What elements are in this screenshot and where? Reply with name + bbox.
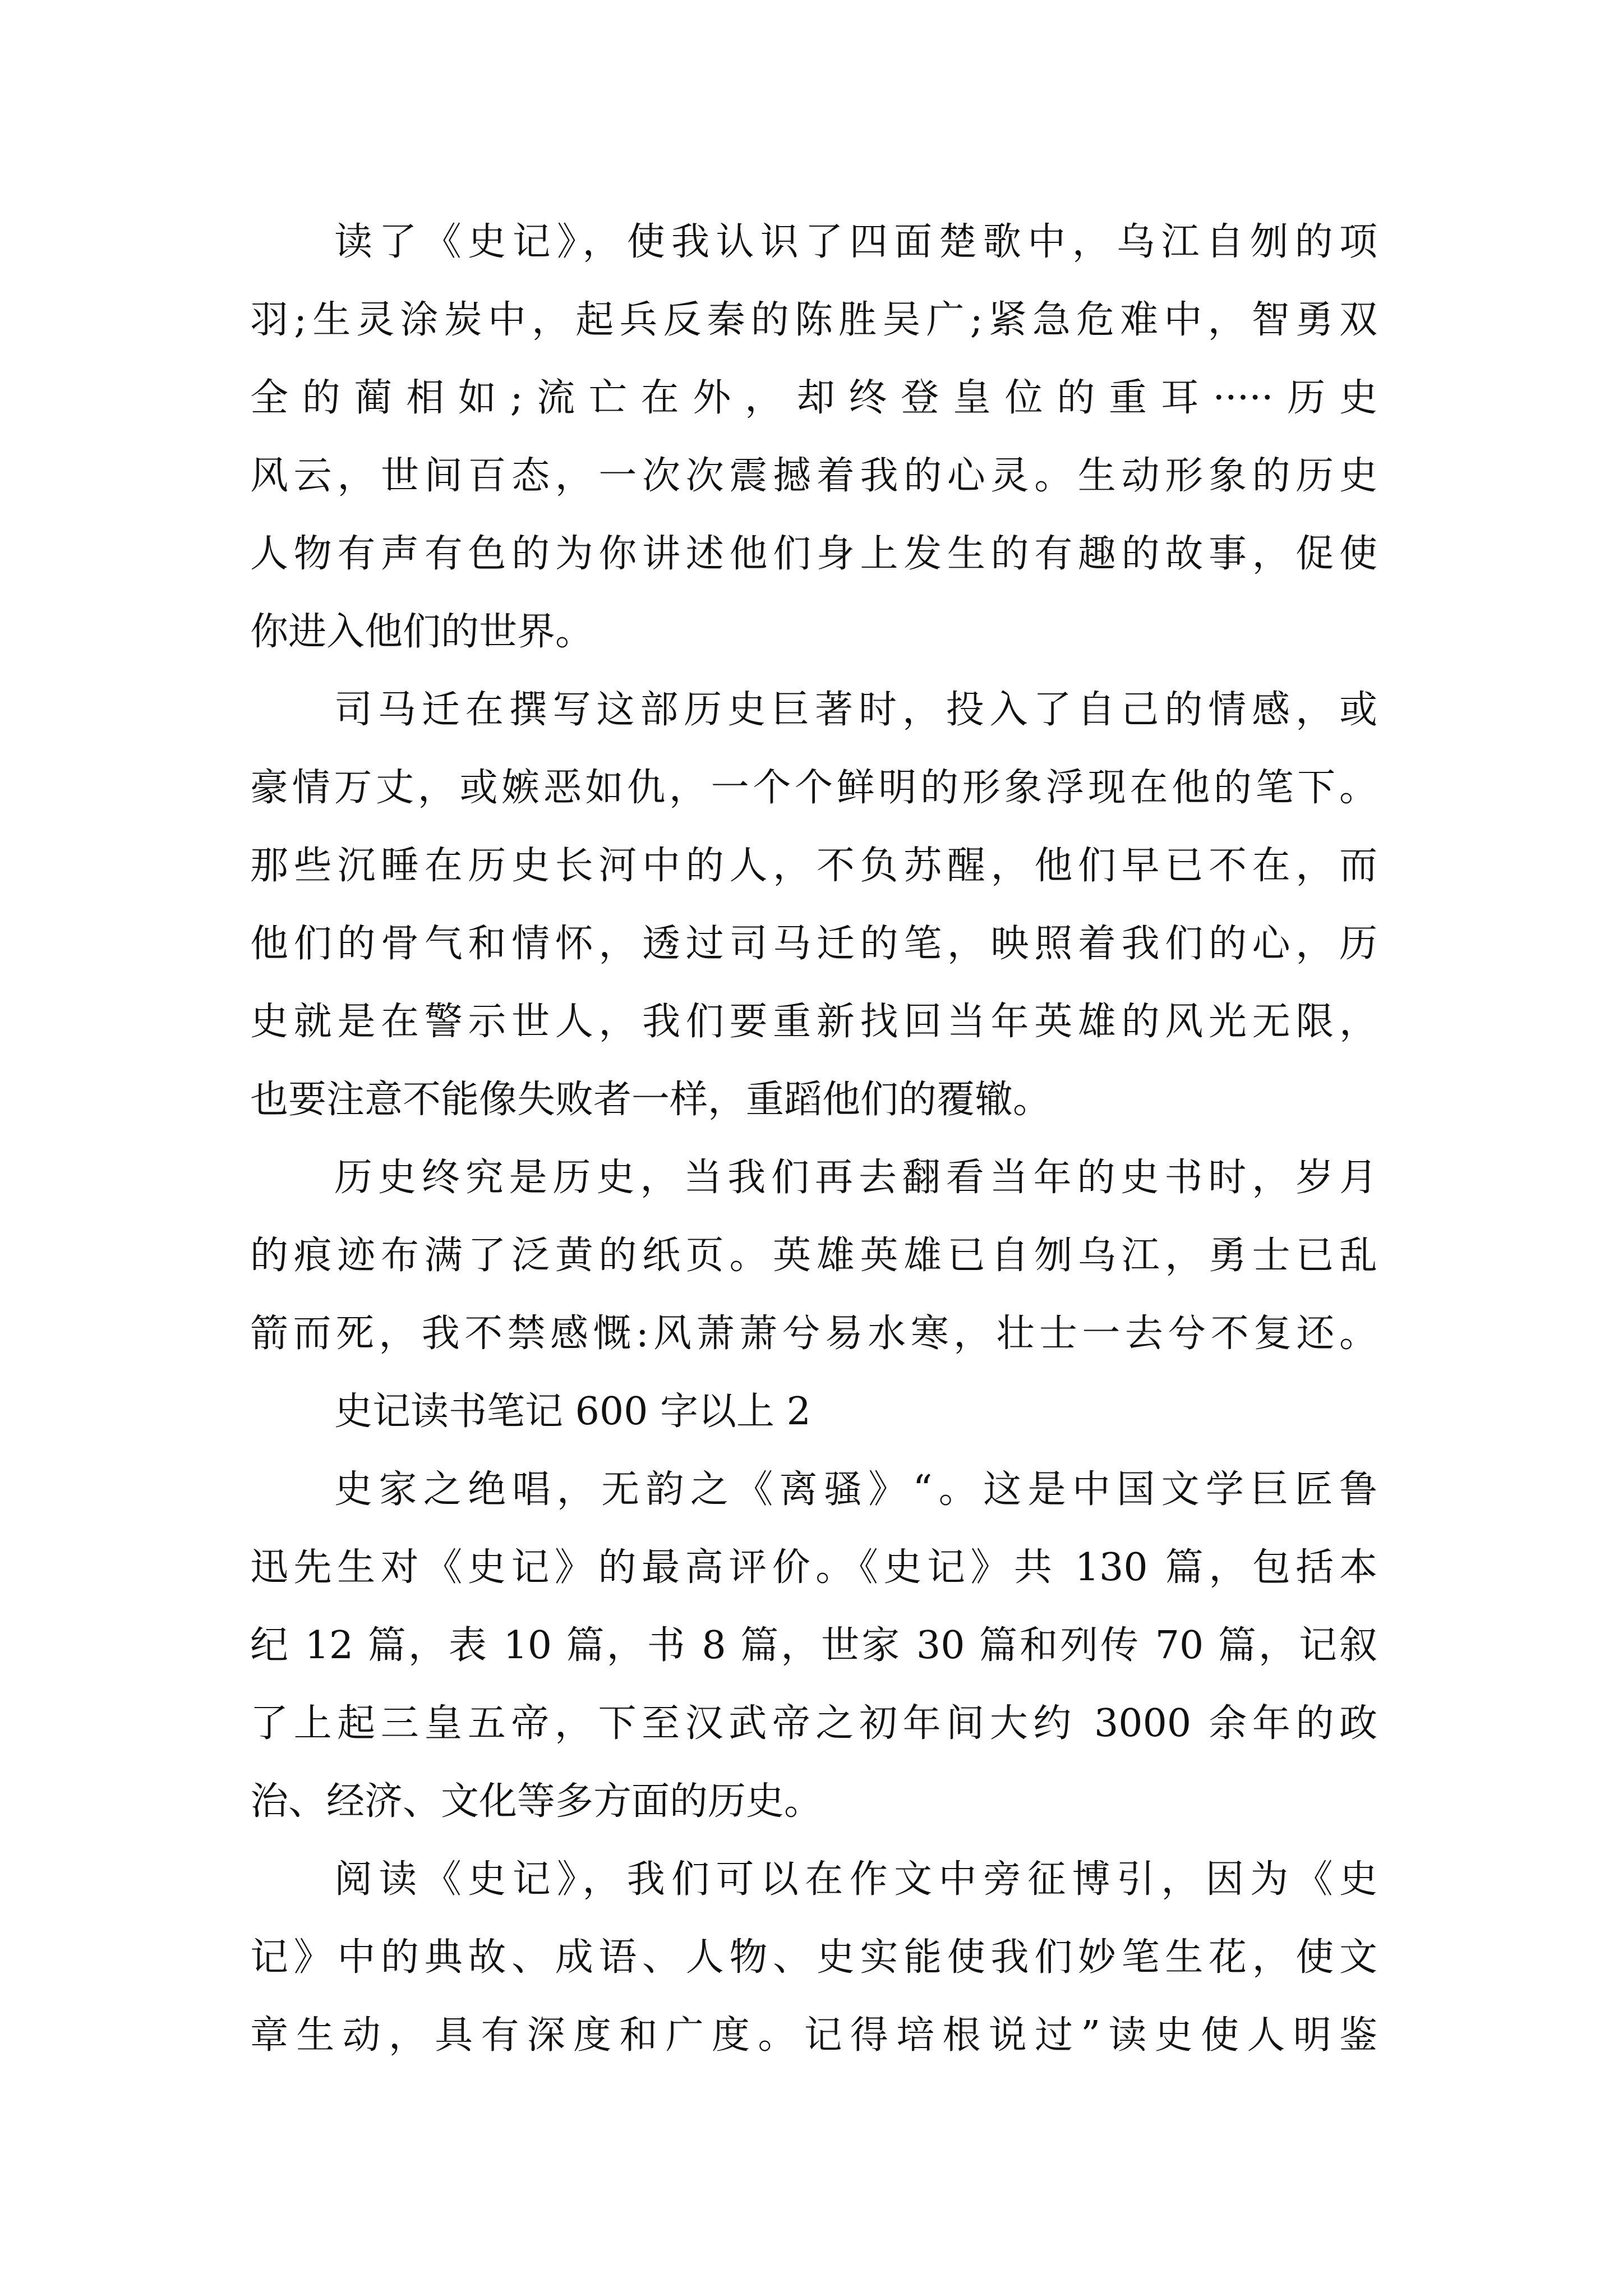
text-line: 他们的骨气和情怀，透过司马迁的笔，映照着我们的心，历 (250, 922, 1377, 966)
text-line: 羽;生灵涂炭中，起兵反秦的陈胜吴广;紧急危难中，智勇双 (250, 298, 1377, 342)
text-line: 豪情万丈，或嫉恶如仇，一个个鲜明的形象浮现在他的笔下。 (250, 766, 1377, 810)
text-line: 箭而死，我不禁感慨:风萧萧兮易水寒，壮士一去兮不复还。 (250, 1312, 1377, 1356)
text-line: 人物有声有色的为你讲述他们身上发生的有趣的故事，促使 (250, 532, 1377, 576)
document-body (250, 203, 1377, 2074)
text-line: 全的蔺相如;流亡在外，却终登皇位的重耳·····历史 (250, 376, 1377, 420)
text-line: 治、经济、文化等多方面的历史。 (250, 1779, 823, 1824)
text-line: 章生动，具有深度和广度。记得培根说过”读史使人明鉴 (250, 2013, 1377, 2058)
text-line: 读了《史记》，使我认识了四面楚歌中，乌江自刎的项 (334, 220, 1377, 264)
text-line: 司马迁在撰写这部历史巨著时，投入了自己的情感，或 (334, 688, 1377, 732)
text-line: 史家之绝唱，无韵之《离骚》“。这是中国文学巨匠鲁 (334, 1467, 1377, 1512)
text-line: 也要注意不能像失败者一样，重蹈他们的覆辙。 (250, 1078, 1052, 1122)
text-line: 历史终究是历史，当我们再去翻看当年的史书时，岁月 (334, 1156, 1377, 1200)
text-line: 的痕迹布满了泛黄的纸页。英雄英雄已自刎乌江，勇士已乱 (250, 1234, 1377, 1278)
text-line: 纪 12 篇，表 10 篇，书 8 篇，世家 30 篇和列传 70 篇，记叙 (250, 1623, 1377, 1668)
text-line: 那些沉睡在历史长河中的人，不负苏醒，他们早已不在，而 (250, 844, 1377, 888)
text-line: 阅读《史记》，我们可以在作文中旁征博引，因为《史 (334, 1857, 1377, 1902)
text-line: 了上起三皇五帝，下至汉武帝之初年间大约 3000 余年的政 (250, 1701, 1377, 1746)
text-line: 记》中的典故、成语、人物、史实能使我们妙笔生花，使文 (250, 1935, 1377, 1980)
section-heading: 史记读书笔记 600 字以上 2 (334, 1389, 811, 1434)
text-line: 迅先生对《史记》的最高评价。《史记》共 130 篇，包括本 (250, 1545, 1377, 1590)
text-line: 你进入他们的世界。 (250, 610, 594, 654)
text-line: 史就是在警示世人，我们要重新找回当年英雄的风光无限， (250, 1000, 1377, 1044)
text-line: 风云，世间百态，一次次震撼着我的心灵。生动形象的历史 (250, 454, 1377, 498)
